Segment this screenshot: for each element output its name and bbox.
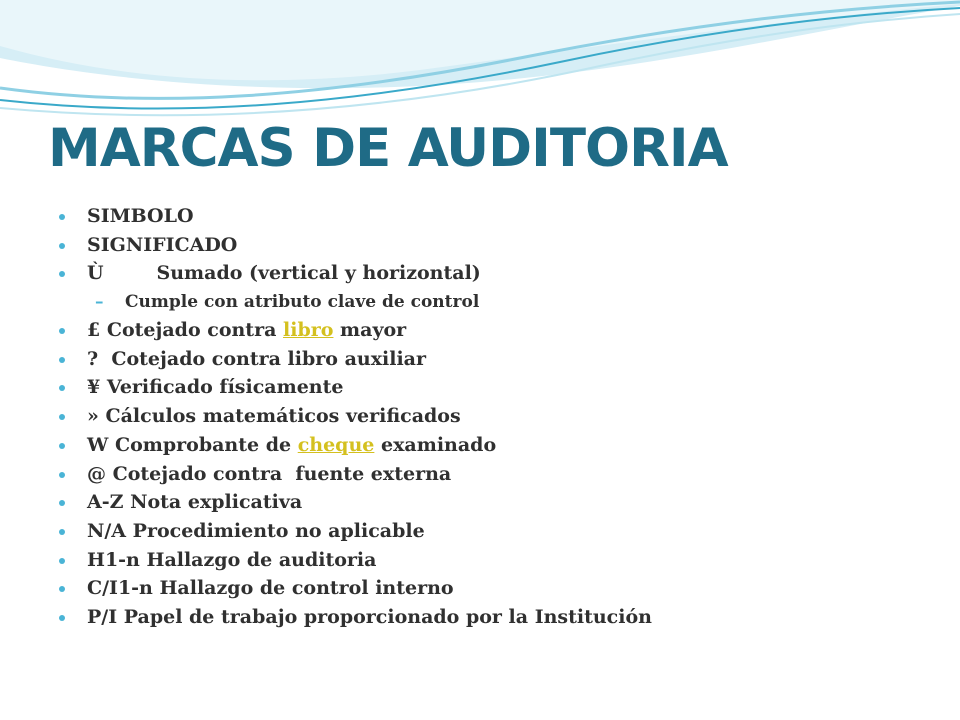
bullet-text: » Cálculos matemáticos verificados bbox=[87, 405, 461, 428]
bullet-text: @ Cotejado contra fuente externa bbox=[87, 462, 452, 485]
bullet-item-calculos bbox=[58, 402, 652, 431]
cheque-link[interactable]: cheque bbox=[297, 433, 375, 456]
bullet-list bbox=[58, 202, 652, 632]
bullet-text: H1-n Hallazgo de auditoria bbox=[87, 548, 377, 571]
bullet-text: W Comprobante de bbox=[87, 433, 298, 456]
bullet-item-sumado bbox=[58, 259, 652, 288]
bullet-item-papel-trabajo bbox=[58, 603, 652, 632]
bullet-text: P/I Papel de trabajo proporcionado por la Institución bbox=[87, 605, 652, 628]
bullet-text-after: mayor bbox=[333, 319, 407, 342]
slide-title: MARCAS DE AUDITORIA bbox=[48, 118, 728, 179]
bullet-item-simbolo bbox=[58, 202, 652, 231]
bullet-item-libro-mayor bbox=[58, 316, 652, 345]
bullet-text: £ Cotejado contra bbox=[87, 319, 284, 342]
header-wave-decoration bbox=[0, 0, 960, 130]
bullet-text: ? Cotejado contra libro auxiliar bbox=[87, 347, 426, 370]
bullet-text: ¥ Verificado físicamente bbox=[87, 376, 344, 399]
sub-bullet-item-atributo bbox=[58, 288, 652, 316]
bullet-text: N/A Procedimiento no aplicable bbox=[87, 519, 425, 542]
bullet-text: SIMBOLO bbox=[87, 205, 194, 227]
bullet-item-fuente-externa bbox=[58, 460, 652, 489]
bullet-text: Cumple con atributo clave de control bbox=[125, 292, 480, 313]
bullet-item-verificado bbox=[58, 373, 652, 402]
bullet-item-significado bbox=[58, 231, 652, 260]
bullet-text: Ù Sumado (vertical y horizontal) bbox=[87, 262, 481, 285]
bullet-item-hallazgo-auditoria bbox=[58, 546, 652, 575]
bullet-item-hallazgo-control bbox=[58, 574, 652, 603]
bullet-text: A-Z Nota explicativa bbox=[87, 491, 303, 514]
bullet-item-comprobante bbox=[58, 431, 652, 460]
bullet-item-nota bbox=[58, 488, 652, 517]
libro-link[interactable]: libro bbox=[283, 319, 334, 342]
bullet-item-no-aplicable bbox=[58, 517, 652, 546]
bullet-text: SIGNIFICADO bbox=[87, 233, 238, 256]
bullet-text-after: examinado bbox=[374, 433, 497, 456]
bullet-item-libro-auxiliar bbox=[58, 345, 652, 374]
bullet-text: C/I1-n Hallazgo de control interno bbox=[87, 577, 454, 600]
